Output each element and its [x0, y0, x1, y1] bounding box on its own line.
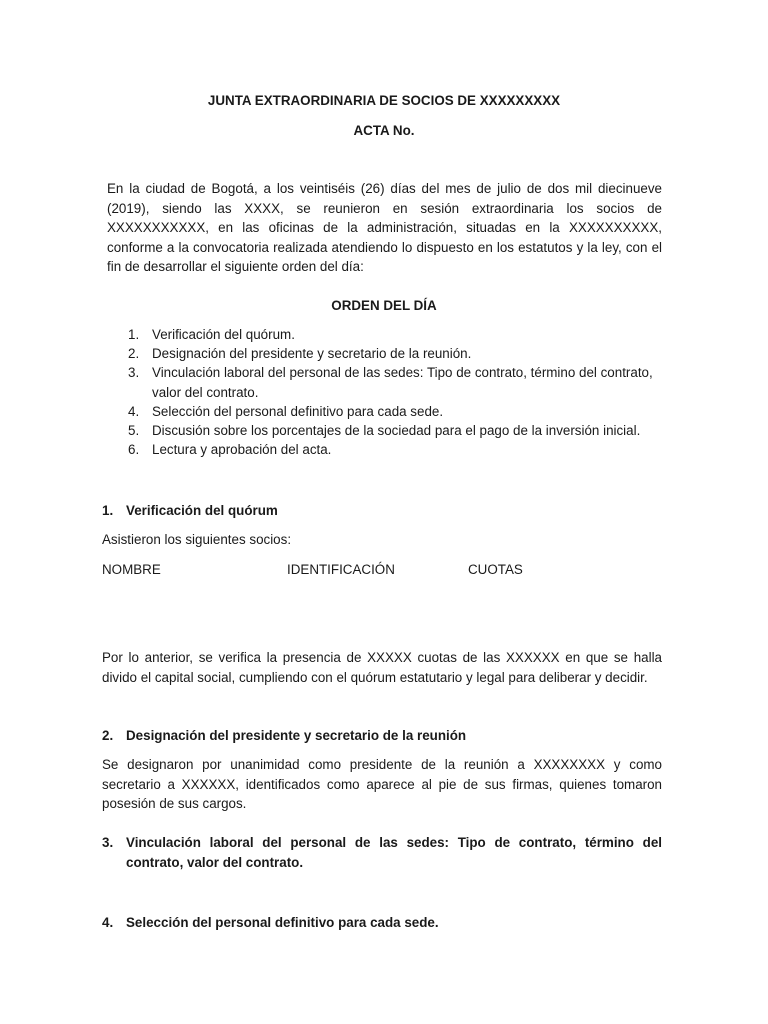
agenda-item: [128, 421, 664, 440]
attendees-intro: Asistieron los siguientes socios:: [102, 532, 292, 547]
section-title: Designación del presidente y secretario de la reunión: [126, 728, 467, 743]
agenda-item-number: 6.: [128, 442, 140, 458]
agenda-item-text: Discusión sobre los porcentajes de la sociedad para el pago de la inversión inicial.: [152, 423, 641, 439]
agenda-item-text: Selección del personal definitivo para cada sede.: [152, 403, 444, 419]
table-header-name: NOMBRE: [102, 562, 161, 577]
document-title: JUNTA EXTRAORDINARIA DE SOCIOS DE XXXXXXXXX: [207, 93, 561, 108]
section-title: Vinculación laboral del personal de las sedes: Tipo de contrato, término del contrato, valor del contrato.: [126, 835, 662, 870]
agenda-item-number: 1.: [128, 327, 140, 342]
agenda-item-text: Designación del presidente y secretario de la reunión.: [152, 346, 472, 362]
agenda-item-number: 3.: [128, 365, 140, 381]
section-number: 4.: [102, 915, 114, 930]
agenda-item: [128, 402, 664, 421]
agenda-item: [128, 363, 664, 401]
agenda-item-text: Lectura y aprobación del acta.: [152, 442, 332, 458]
section-heading-employment: [102, 833, 662, 872]
agenda-item: [128, 344, 664, 363]
table-header-identification: IDENTIFICACIÓN: [287, 562, 395, 577]
quorum-paragraph: Por lo anterior, se verifica la presencia de XXXXX cuotas de las XXXXXX en que se halla divido el capital social, cumpliendo con el quórum estatutario y legal para deliberar y decidir.: [102, 650, 662, 685]
section-heading-quorum: [102, 501, 662, 521]
section-title: Verificación del quórum: [126, 503, 278, 518]
section-number: 2.: [102, 728, 114, 743]
section-heading-designation: [102, 726, 662, 746]
section-title: Selección del personal definitivo para cada sede.: [126, 915, 439, 930]
agenda-item: [128, 440, 664, 459]
section-number: 1.: [102, 503, 114, 518]
table-header-quotas: CUOTAS: [468, 562, 523, 577]
agenda-item: [128, 325, 664, 344]
agenda-title: ORDEN DEL DÍA: [331, 298, 437, 313]
agenda-item-text: Vinculación laboral del personal de las sedes: Tipo de contrato, término del contrato, valor del contrato.: [152, 365, 653, 400]
agenda-item-number: 4.: [128, 403, 140, 419]
designation-paragraph: Se designaron por unanimidad como presidente de la reunión a XXXXXXXX y como secretario a XXXXXX, identificados como aparece al pie de sus firmas, quienes tomaron posesión de sus cargos.: [102, 757, 662, 811]
agenda-item-number: 2.: [128, 346, 140, 362]
agenda-item-number: 5.: [128, 423, 140, 439]
acta-number: ACTA No.: [353, 123, 415, 138]
agenda-list: [128, 325, 664, 459]
agenda-item-text: Verificación del quórum.: [152, 327, 295, 342]
section-heading-staff-selection: [102, 913, 662, 933]
intro-paragraph: En la ciudad de Bogotá, a los veintiséis (26) días del mes de julio de dos mil diecinueve (2019), siendo las XXXX, se reunieron en sesión extraordinaria los socios de XXXXXXXXXXX, en las oficinas de la administración, situadas en la XXXXXXXXXX, conforme a la convocatoria realizada atendiendo lo dispuesto en los estatutos y la ley, con el fin de desarrollar el siguiente orden del día:: [107, 181, 662, 274]
section-number: 3.: [102, 835, 114, 850]
